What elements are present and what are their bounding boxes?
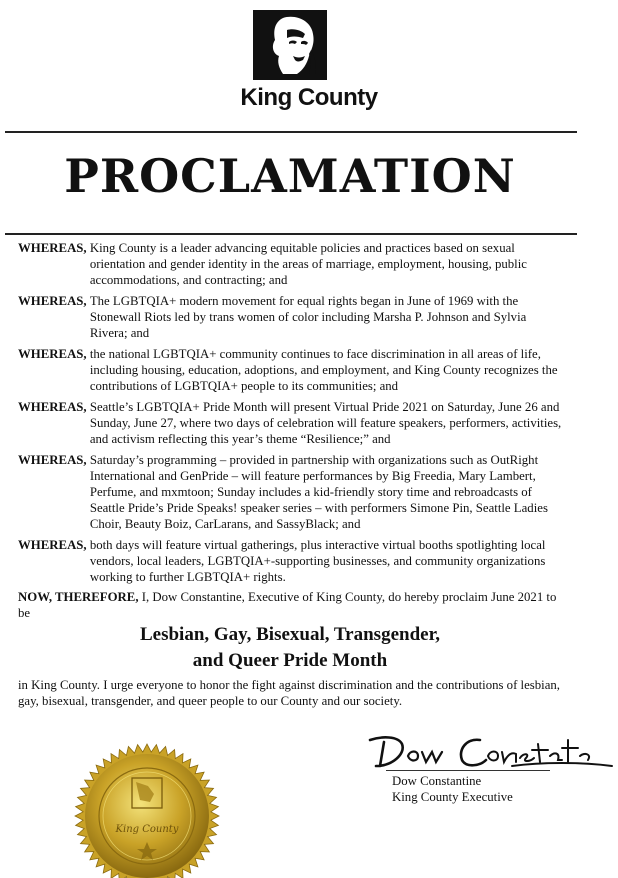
proclaimed-line-2: and Queer Pride Month (192, 650, 388, 671)
top-divider (5, 131, 577, 133)
whereas-text: Seattle’s LGBTQIA+ Pride Month will present Virtual Pride 2021 on Saturday, June 26 and Sunday, June 27, where two days of celebration will feature speakers, performers, activities, and activism reflecting this year’s theme “Resilience;” and (89, 400, 562, 446)
whereas-clause (18, 346, 566, 394)
closing-paragraph: in King County. I urge everyone to honor the fight against discrimination and the contributions of lesbian, gay, bisexual, transgender, and queer people to our County and our society. (18, 678, 560, 708)
whereas-lead: WHEREAS, (18, 538, 87, 552)
whereas-clause (18, 399, 566, 447)
whereas-lead: WHEREAS, (18, 241, 87, 255)
whereas-text: Saturday’s programming – provided in partnership with organizations such as OutRight International and GenPride – will feature performances by Big Freedia, Mary Lambert, Perfume, and mxmtoon; Sunday includes a kid-friendly story time and rebroadcasts of Seattle Pride’s Pride Speaks! speaker series – with performers Simone Pin, Seattle Ladies Choir, Beauty Boiz, CarLarans, and SassyBlack; and (89, 453, 548, 531)
whereas-text: both days will feature virtual gatherings, plus interactive virtual booths spotlighting local vendors, local leaders, LGBTQIA+-supporting businesses, and community organizations working to further LGBTQIA+ rights. (89, 538, 546, 584)
martin-luther-king-logo-icon (253, 10, 327, 80)
whereas-clause (18, 240, 566, 288)
whereas-text: the national LGBTQIA+ community continues to face discrimination in all areas of life, including housing, education, adoptions, and employment, and King County recognizes the contributions of LGBTQIA+ people to its communities; and (89, 347, 558, 393)
whereas-clauses (18, 240, 566, 590)
whereas-lead: WHEREAS, (18, 400, 87, 414)
seal-text: King County (115, 824, 179, 835)
whereas-lead: WHEREAS, (18, 294, 87, 308)
signer-name: Dow Constantine (392, 774, 482, 788)
whereas-text: King County is a leader advancing equitable policies and practices based on sexual orientation and gender identity in the areas of marriage, employment, housing, public accommodations, and contracting; and (89, 241, 527, 287)
whereas-text: The LGBTQIA+ modern movement for equal rights began in June of 1969 with the Stonewall Riots led by trans women of color including Marsha P. Johnson and Sylvia Rivera; and (89, 294, 527, 340)
document-title: PROCLAMATION (64, 149, 516, 203)
handwritten-signature (362, 726, 618, 776)
signature-line (386, 770, 550, 771)
whereas-clause (18, 293, 566, 341)
bottom-divider (5, 233, 577, 235)
whereas-clause (18, 452, 566, 532)
whereas-lead: WHEREAS, (18, 453, 87, 467)
now-therefore-lead: NOW, THEREFORE, (18, 590, 139, 604)
proclaimed-month-title (0, 622, 580, 674)
gold-foil-seal-icon (62, 728, 232, 878)
whereas-clause (18, 537, 566, 585)
proclaimed-line-1: Lesbian, Gay, Bisexual, Transgender, (139, 624, 441, 645)
organization-name: King County (240, 84, 378, 111)
now-therefore-clause (18, 589, 566, 621)
now-therefore-text: I, Dow Constantine, Executive of King County, do hereby proclaim June 2021 to be (18, 590, 557, 620)
whereas-lead: WHEREAS, (18, 347, 87, 361)
signer-title: King County Executive (392, 790, 513, 804)
